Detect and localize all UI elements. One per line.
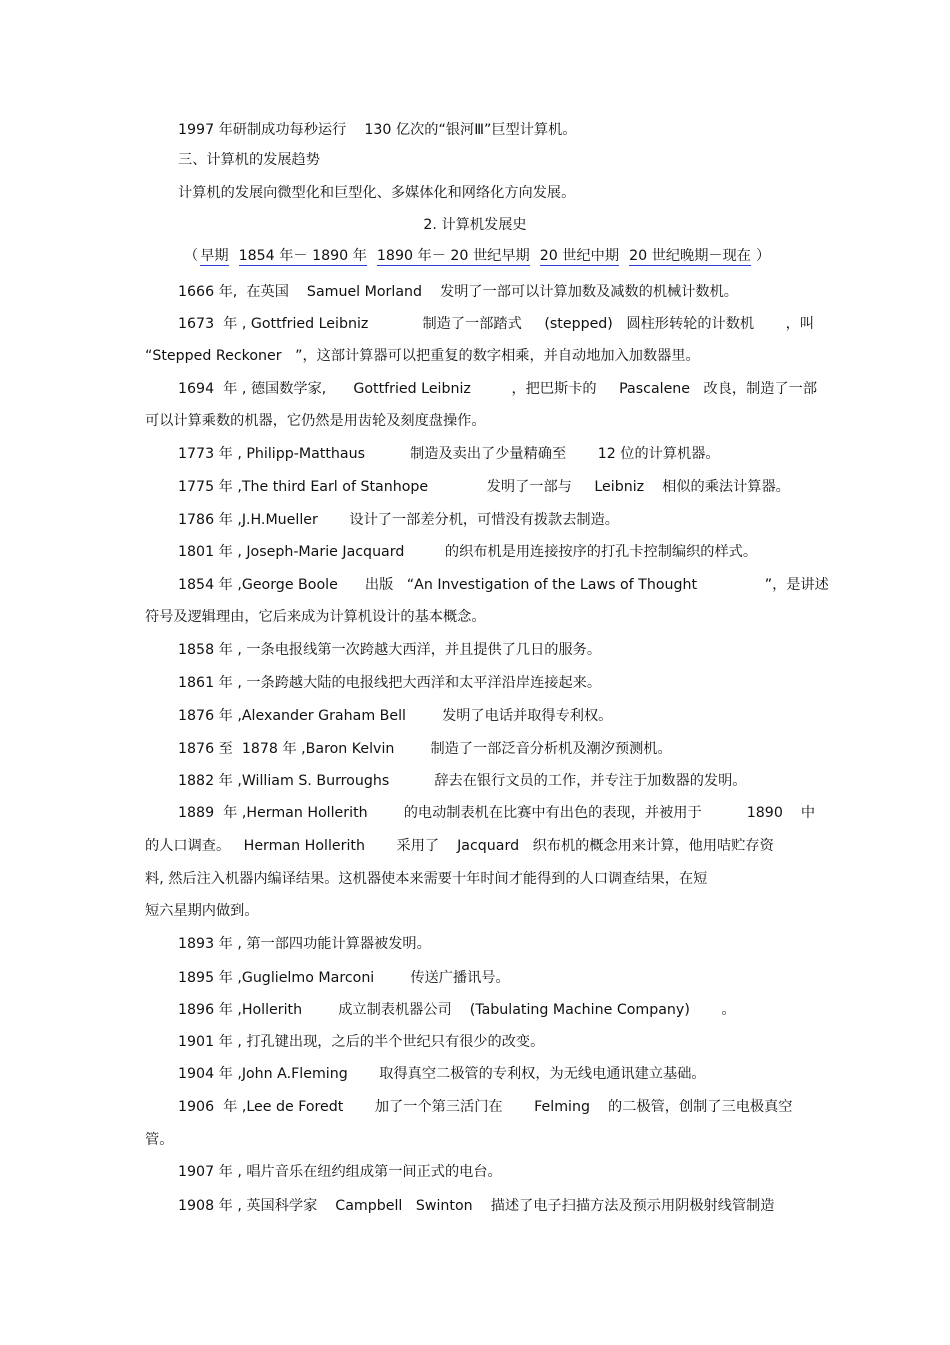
nav-link-1854-1890[interactable]: 1854 年－ 1890 年 [238,248,367,264]
entry-1889-line2: 的人口调查。 Herman Hollerith 采用了 Jacquard 织布机的概念用来计算，他用咭贮存资 [145,838,774,854]
entry-1801: 1801 年 , Joseph-Marie Jacquard 的织布机是用连接按序的打孔卡控制编织的样式。 [178,544,758,560]
paragraph-trends: 计算机的发展向微型化和巨型化、多媒体化和网络化方向发展。 [178,185,576,201]
entry-1904: 1904 年 ,John A.Fleming 取得真空二极管的专利权，为无线电通讯建立基础。 [178,1066,706,1082]
entry-1858: 1858 年 , 一条电报线第一次跨越大西洋，并且提供了几日的服务。 [178,642,602,658]
nav-link-early[interactable]: 早期 [200,248,229,264]
entry-1906-line1: 1906 年 ,Lee de Foredt 加了一个第三活门在 Felming 的二极管，创制了三电极真空 [178,1099,793,1115]
paragraph-1997: 1997 年研制成功每秒运行 130 亿次的“银河Ⅲ”巨型计算机。 [178,122,577,138]
period-nav [184,246,770,266]
nav-close-paren: ） [755,248,771,264]
nav-link-1890-early-20th[interactable]: 1890 年－ 20 世纪早期 [376,248,530,264]
entry-1896: 1896 年 ,Hollerith 成立制表机器公司 (Tabulating Machine Company) 。 [178,1002,736,1018]
entry-1895: 1895 年 ,Guglielmo Marconi 传送广播讯号。 [178,970,510,986]
entry-1906-line2: 管。 [145,1132,174,1148]
entry-1854-line1: 1854 年 ,George Boole 出版 “An Investigation of the Laws of Thought ”，是讲述 [178,577,829,593]
entry-1694-line2: 可以计算乘数的机器，它仍然是用齿轮及刻度盘操作。 [145,413,486,429]
entry-1775: 1775 年 ,The third Earl of Stanhope 发明了一部与 Leibniz 相似的乘法计算器。 [178,479,790,495]
entry-1854-line2: 符号及逻辑理由，它后来成为计算机设计的基本概念。 [145,609,486,625]
nav-open-paren: （ [184,248,199,264]
entry-1861: 1861 年 , 一条跨越大陆的电报线把大西洋和太平洋沿岸连接起来。 [178,675,602,691]
entry-1666: 1666 年, 在英国 Samuel Morland 发明了一部可以计算加数及减数的机械计数机。 [178,284,738,300]
entry-1907: 1907 年 , 唱片音乐在纽约组成第一间正式的电台。 [178,1164,502,1180]
entry-1876-1878: 1876 至 1878 年 ,Baron Kelvin 制造了一部泛音分析机及潮汐预测机。 [178,741,672,757]
entry-1889-line1: 1889 年 ,Herman Hollerith 的电动制表机在比赛中有出色的表现，并被用于 1890 中 [178,805,816,821]
entry-1889-line4: 短六星期内做到。 [145,903,259,919]
entry-1908: 1908 年 , 英国科学家 Campbell Swinton 描述了电子扫描方法及预示用阴极射线管制造 [178,1198,775,1214]
entry-1786: 1786 年 ,J.H.Mueller 设计了一部差分机，可惜没有拨款去制造。 [178,512,619,528]
nav-link-late-20th-present[interactable]: 20 世纪晚期－现在 [629,248,751,264]
entry-1694-line1: 1694 年 , 德国数学家, Gottfried Leibniz ，把巴斯卡的 Pascalene 改良，制造了一部 [178,381,818,397]
entry-1889-line3: 料, 然后注入机器内编译结果。这机器使本来需要十年时间才能得到的人口调查结果，在短 [145,871,708,887]
entry-1876-bell: 1876 年 ,Alexander Graham Bell 发明了电话并取得专利权。 [178,708,613,724]
section-title: 2. 计算机发展史 [423,217,527,233]
entry-1901: 1901 年 , 打孔键出现，之后的半个世纪只有很少的改变。 [178,1034,545,1050]
entry-1673-line1: 1673 年 , Gottfried Leibniz 制造了一部踏式 (stepped) 圆柱形转轮的计数机 ，叫 [178,316,815,332]
entry-1673-line2: “Stepped Reckoner ”，这部计算器可以把重复的数字相乘，并自动地加入加数器里。 [145,348,700,364]
entry-1773: 1773 年 , Philipp-Matthaus 制造及卖出了少量精确至 12 位的计算机器。 [178,446,720,462]
entry-1893: 1893 年 , 第一部四功能计算器被发明。 [178,936,431,952]
nav-link-mid-20th[interactable]: 20 世纪中期 [539,248,620,264]
entry-1882: 1882 年 ,William S. Burroughs 辞去在银行文员的工作，并专注于加数器的发明。 [178,773,747,789]
heading-trends: 三、计算机的发展趋势 [178,152,320,168]
